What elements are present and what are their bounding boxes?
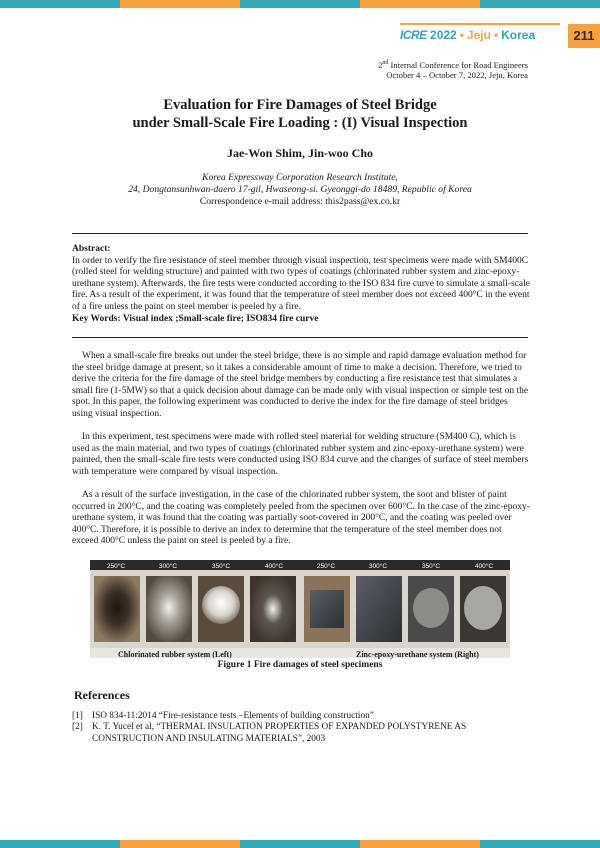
conference-place-jeju: Jeju — [466, 28, 491, 42]
conference-info — [378, 58, 528, 80]
page-number: 211 — [568, 24, 600, 48]
icre-logo: ICRE — [400, 28, 427, 42]
temp-label-left-350: 350°C — [211, 563, 231, 570]
title-line-1: Evaluation for Fire Damages of Steel Bridge — [163, 97, 437, 113]
title-line-2: under Small-Scale Fire Loading : (I) Visual Inspection — [132, 115, 468, 131]
body-paragraph-2: In this experiment, test specimens were made with rolled steel material for welding structure (SM400 C), which is used as the main material, and two types of coatings (chlorinated rubber system and zinc-epoxy-urethane system) were painted, then the small-scale fire tests were conducted using ISO 834 curve and the changes of surface of steel members with temperature were compared by visual inspection. — [72, 432, 529, 477]
abstract-top-rule — [72, 233, 528, 234]
conference-logo: ICRE 2022 • Jeju • Korea — [400, 28, 536, 42]
abstract-heading: Abstract: — [72, 244, 111, 254]
temp-label-left-400: 400°C — [264, 563, 284, 570]
temp-label-left-300: 300°C — [158, 563, 178, 570]
figure-left-caption: Chlorinated rubber system (Left) — [118, 650, 232, 659]
top-color-stripe — [0, 0, 600, 8]
reference-text: ISO 834-11:2014 “Fire-resistance tests –Elements of building construction” — [92, 711, 374, 721]
affiliation-line-1: Korea Expressway Corporation Research Institute, — [202, 172, 398, 183]
reference-item — [72, 711, 532, 722]
bottom-color-stripe — [0, 840, 600, 848]
conference-place-korea: Korea — [501, 28, 536, 42]
body-paragraph-3: As a result of the surface investigation, in the case of the chlorinated rubber system, the soot and blister of paint occurred in 200°C, and the coating was completely peeled from the specimen over 600°C. In the case of the zinc-epoxy-urethane system, it was found that the coating was partially soot-covered in 200°C, and the coating was peeled over 400°C. Therefore, it is possible to derive an index to determine that the temperature of the steel member does not exceed 400°C unless the paint on steel is peeled by a fire. — [72, 490, 530, 547]
conference-year: 2022 — [430, 28, 457, 42]
temp-label-right-400: 400°C — [474, 563, 494, 570]
specimen-chlorinated-300 — [146, 576, 192, 642]
specimen-photo-strip — [90, 560, 510, 648]
figure-fire-damage-photos — [90, 560, 510, 658]
reference-item — [72, 722, 532, 745]
temp-label-right-350: 350°C — [421, 563, 441, 570]
badge-rule — [400, 23, 560, 25]
abstract-section — [72, 244, 530, 325]
specimen-chlorinated-400 — [250, 576, 296, 642]
affiliation — [40, 172, 560, 208]
affiliation-line-2: 24, Dongtansunhwan-daero 17-gil, Hwaseong-si. Gyeonggi-do 18489, Republic of Korea — [128, 184, 472, 195]
references-list — [72, 711, 532, 745]
blister-350 — [202, 586, 240, 624]
figure-caption: Figure 1 Fire damages of steel specimens — [217, 660, 383, 670]
conference-line-1: 2nd Internal Conference for Road Engineers — [378, 59, 528, 70]
specimen-chlorinated-250 — [94, 576, 140, 642]
specimen-zinc-300 — [356, 576, 402, 642]
conference-badge — [400, 23, 600, 47]
temp-label-left-250: 250°C — [106, 563, 126, 570]
temp-label-right-300: 300°C — [368, 563, 388, 570]
keywords: Key Words: Visual index ;Small-scale fire; ISO834 fire curve — [72, 313, 319, 324]
correspondence-email: Correspondence e-mail address: this2pass@ex.co.kr — [199, 196, 401, 207]
reference-number: [1] — [72, 711, 83, 721]
conference-line-2: October 4 – October 7, 2022, Jeju, Korea — [386, 69, 528, 80]
reference-text: K. T. Yucel et al, “THERMAL INSULATION PROPERTIES OF EXPANDED POLYSTYRENE AS CONSTRUCTION AND INSULATING MATERIALS”, 2003 — [92, 722, 467, 744]
temp-label-right-250: 250°C — [316, 563, 336, 570]
abstract-bottom-rule — [72, 337, 528, 338]
peel-350 — [413, 588, 449, 628]
figure-right-caption: Zinc-epoxy-urethane system (Right) — [356, 650, 479, 659]
zinc-core-250 — [310, 590, 344, 628]
reference-number: [2] — [72, 722, 83, 733]
paper-title — [60, 96, 540, 132]
peel-400 — [464, 586, 502, 630]
authors: Jae-Won Shim, Jin-woo Cho — [226, 146, 374, 160]
abstract-text: In order to verify the fire resistance of steel member through visual inspection, test specimens were made with SM400C (rolled steel for welding structure) and painted with two types of coatings (chlorinated rubber system and zinc-epoxy-urethane system). Afterwards, the fire tests were conducted according to the ISO 834 fire curve to simulate a small-scale fire. As a result of the experiment, it was found that the temperature of steel member does not exceed 400°C in the event of a fire unless the paint on steel member is peeled by a fire. — [72, 255, 530, 312]
references-heading: References — [74, 688, 130, 702]
body-paragraph-1: When a small-scale fire breaks out under the steel bridge, there is no simple and rapid damage evaluation method for the steel bridge damage at present, so it takes a considerable amount of time to make a decision. Therefore, we tried to derive the criteria for the fire damage of the steel bridge members by conducting a fire resistance test that simulates a small fire (1-5MW) so that a quick decision about damage can be made only with visual inspection or simple test on the spot. In this paper, the following experiment was conducted to derive the index for the fire damage of steel bridges using visual inspection. — [72, 351, 529, 419]
